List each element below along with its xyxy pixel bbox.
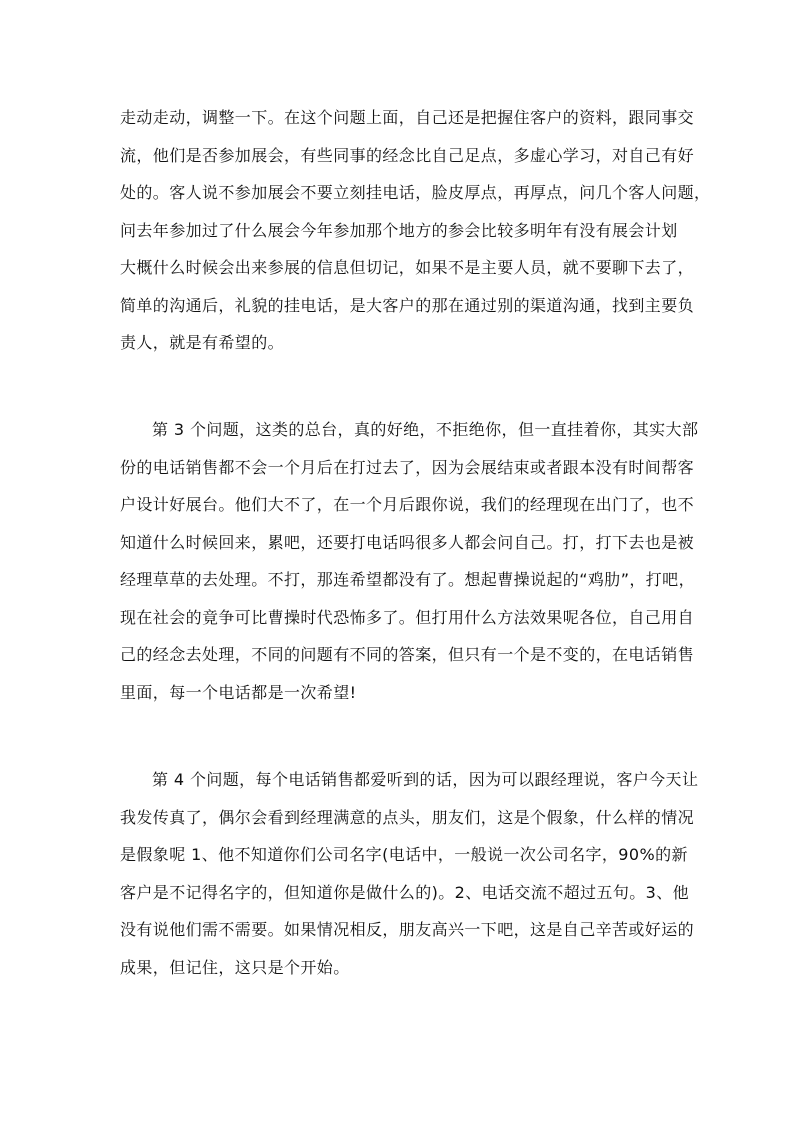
text-line: 现在社会的竟争可比曹操时代恐怖多了。但打用什么方法效果呢各位，自己用自 bbox=[120, 607, 695, 627]
text-line: 份的电话销售都不会一个月后在打过去了，因为会展结束或者跟本没有时间帮客 bbox=[120, 457, 695, 477]
text-line: 没有说他们需不需要。如果情况相反，朋友高兴一下吧，这是自己辛苦或好运的 bbox=[120, 920, 695, 939]
text-line: 我发传真了，偶尔会看到经理满意的点头，朋友们，这是个假象，什么样的情况 bbox=[120, 807, 695, 827]
text-line: 户设计好展台。他们大不了，在一个月后跟你说，我们的经理现在出门了，也不 bbox=[120, 495, 695, 514]
text-line: 知道什么时候回来，累吧，还要打电话吗很多人都会问自己。打，打下去也是被 bbox=[120, 532, 695, 552]
paragraph-3 bbox=[120, 761, 699, 986]
paragraph-1 bbox=[120, 99, 711, 362]
text-line: 走动走动，调整一下。在这个问题上面，自己还是把握住客户的资料，跟同事交 bbox=[120, 108, 695, 127]
text-line: 简单的沟通后，礼貌的挂电话，是大客户的那在通过别的渠道沟通，找到主要负 bbox=[120, 295, 695, 315]
paragraph-2 bbox=[120, 411, 699, 711]
text-line: 流，他们是否参加展会，有些同事的经念比自己足点，多虚心学习，对自己有好 bbox=[120, 145, 695, 165]
text-line: 客户是不记得名字的，但知道你是做什么的)。2、电话交流不超过五句。3、他 bbox=[120, 882, 690, 902]
text-line: 成果，但记住，这只是个开始。 bbox=[120, 957, 350, 977]
text-line: 第 3 个问题，这类的总台，真的好绝，不拒绝你，但一直挂着你，其实大部 bbox=[152, 420, 699, 439]
text-line: 是假象呢 1、他不知道你们公司名字(电话中，一般说一次公司名字，90%的新 bbox=[120, 845, 688, 864]
text-line: 处的。客人说不参加展会不要立刻挂电话，脸皮厚点，再厚点，问几个客人问题， bbox=[120, 183, 711, 202]
text-line: 己的经念去处理，不同的问题有不同的答案，但只有一个是不变的，在电话销售 bbox=[120, 645, 695, 664]
text-line: 里面，每一个电话都是一次希望! bbox=[120, 682, 357, 702]
text-line: 经理草草的去处理。不打，那连希望都没有了。想起曹操说起的“鸡肋”，打吧， bbox=[120, 570, 695, 589]
text-line: 责人，就是有希望的。 bbox=[120, 333, 285, 352]
text-line: 问去年参加过了什么展会今年参加那个地方的参会比较多明年有没有展会计划 bbox=[120, 220, 678, 240]
text-line: 第 4 个问题，每个电话销售都爱听到的话，因为可以跟经理说，客户今天让 bbox=[152, 770, 699, 789]
text-line: 大概什么时候会出来参展的信息但切记，如果不是主要人员，就不要聊下去了， bbox=[120, 258, 695, 277]
